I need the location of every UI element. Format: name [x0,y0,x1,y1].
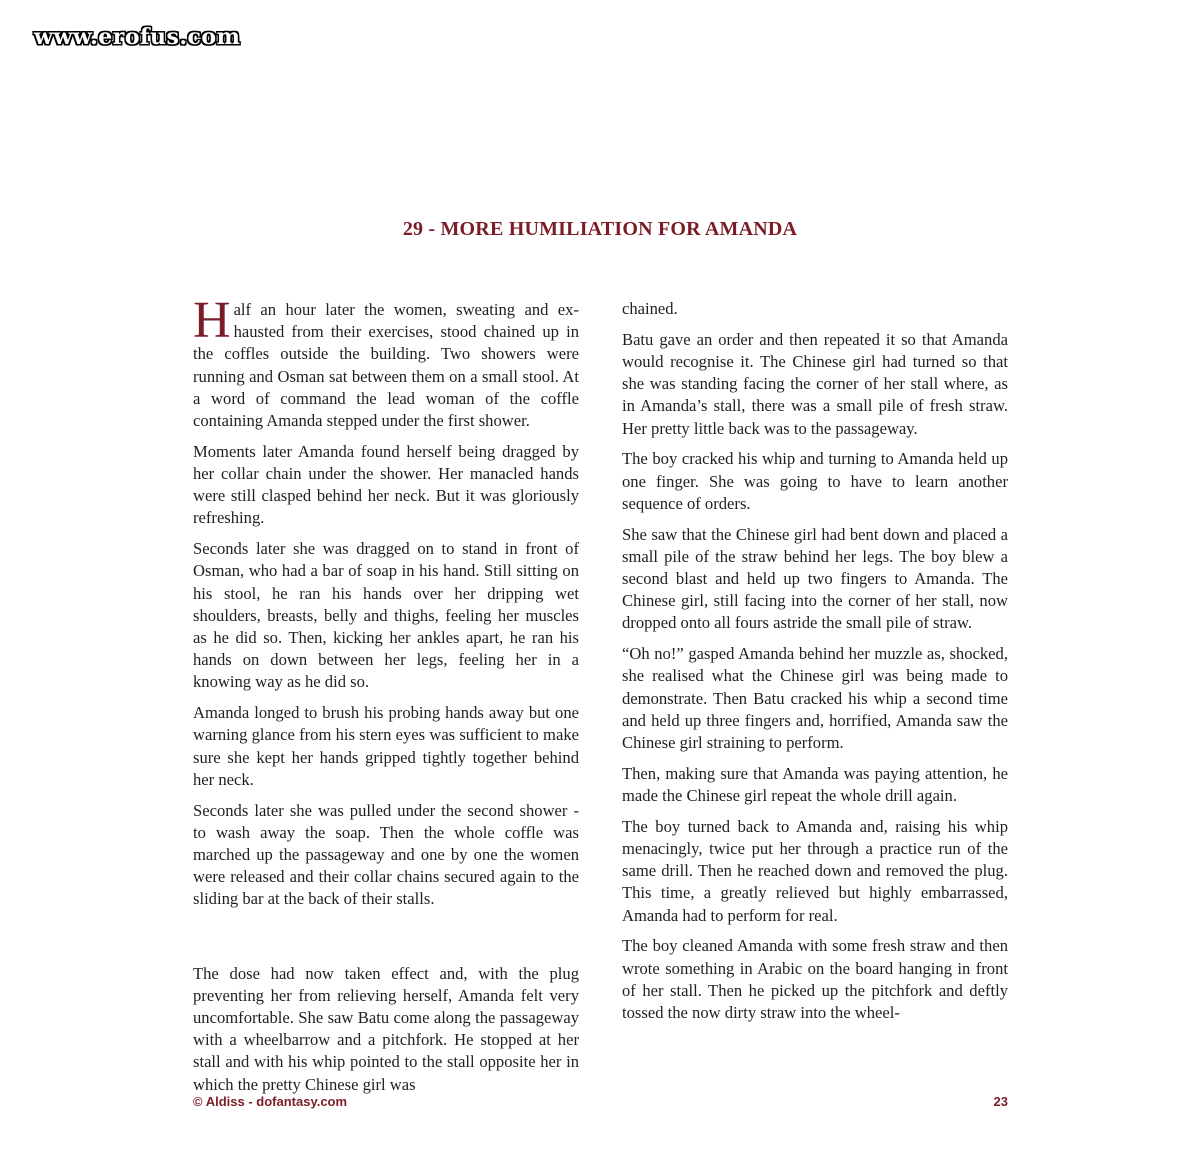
paragraph: The dose had now taken effect and, with the plug preventing her from relieving herself, Amanda felt very uncomfortable. She saw Batu come along the passageway with a wheelbarrow and a pitchfork. He stopped at her stall and with his whip pointed to the stall opposite her in which the pretty Chinese girl was [193,963,579,1094]
paragraph: chained. [622,299,678,318]
chapter-title: 29 - MORE HUMILIATION FOR AMANDA [402,218,798,240]
paragraph: “Oh no!” gasped Amanda behind her muzzle as, shocked, she realised what the Chinese girl was being made to demonstrate. Then Batu cracked his whip a second time and held up three fingers and, horrified, Amanda saw the Chinese girl straining to perform. [622,644,1008,753]
paragraph: The boy cleaned Amanda with some fresh straw and then wrote something in Arabic on the board hanging in front of her stall. Then he picked up the pitchfork and deftly tossed the now dirty straw into the wheel- [622,936,1008,1023]
paragraph: The boy turned back to Amanda and, raising his whip menacingly, twice put her through a practice run of the same drill. Then he reached down and removed the plug. This time, a greatly relieved but highly embarrassed, Amanda had to perform for real. [622,816,1008,925]
paragraph: Moments later Amanda found herself being dragged by her collar chain under the shower. Her manacled hands were still clasped behind her neck. But it was gloriously refreshing. [193,441,579,528]
paragraph [193,292,579,432]
paragraph: She saw that the Chinese girl had bent down and placed a small pile of the straw behind her legs. The boy blew a second blast and held up two fingers to Amanda. The Chinese girl, still facing into the corner of her stall, now dropped onto all fours astride the small pile of straw. [622,524,1008,633]
paragraph: Then, making sure that Amanda was paying attention, he made the Chinese girl repeat the whole drill again. [622,763,1008,806]
paragraph-text: alf an hour later the women, sweating and exhausted from their exercises, stood chained up in the coffles outside the building. Two showers were running and Osman sat between them on a small stool. At a word of command the lead woman of the coffle containing Amanda stepped under the first shower. [193,300,579,431]
copyright-footer: © Aldiss - dofantasy.com [193,1094,348,1109]
paragraph: Seconds later she was dragged on to stand in front of Osman, who had a bar of soap in his hand. Still sitting on his stool, he ran his hands over her dripping wet shoulders, breasts, belly and thighs, feeling her muscles as he did so. Then, kicking her ankles apart, he ran his hands on down between her legs, feeling her in a knowing way as he did so. [193,539,579,692]
left-column [193,292,579,1104]
right-column [622,298,1008,1033]
watermark: www.erofus.com [34,24,241,50]
paragraph: Seconds later she was pulled under the second shower - to wash away the soap. Then the whole coffle was marched up the passageway and one by one the women were released and their collar chains secured again to the sliding bar at the back of their stalls. [193,800,579,909]
page-number: 23 [993,1094,1008,1109]
paragraph: Batu gave an order and then repeated it so that Amanda would recognise it. The Chinese girl had turned so that she was standing facing the corner of her stall where, as in Amanda’s stall, there was a small pile of fresh straw. Her pretty little back was to the passageway. [622,329,1008,438]
drop-cap: H [193,292,231,349]
paragraph: Amanda longed to brush his probing hands away but one warning glance from his stern eyes was sufficient to make sure she kept her hands gripped tightly together behind her neck. [193,703,579,789]
paragraph: The boy cracked his whip and turning to Amanda held up one finger. She was going to have to learn another sequence of orders. [622,449,1008,513]
